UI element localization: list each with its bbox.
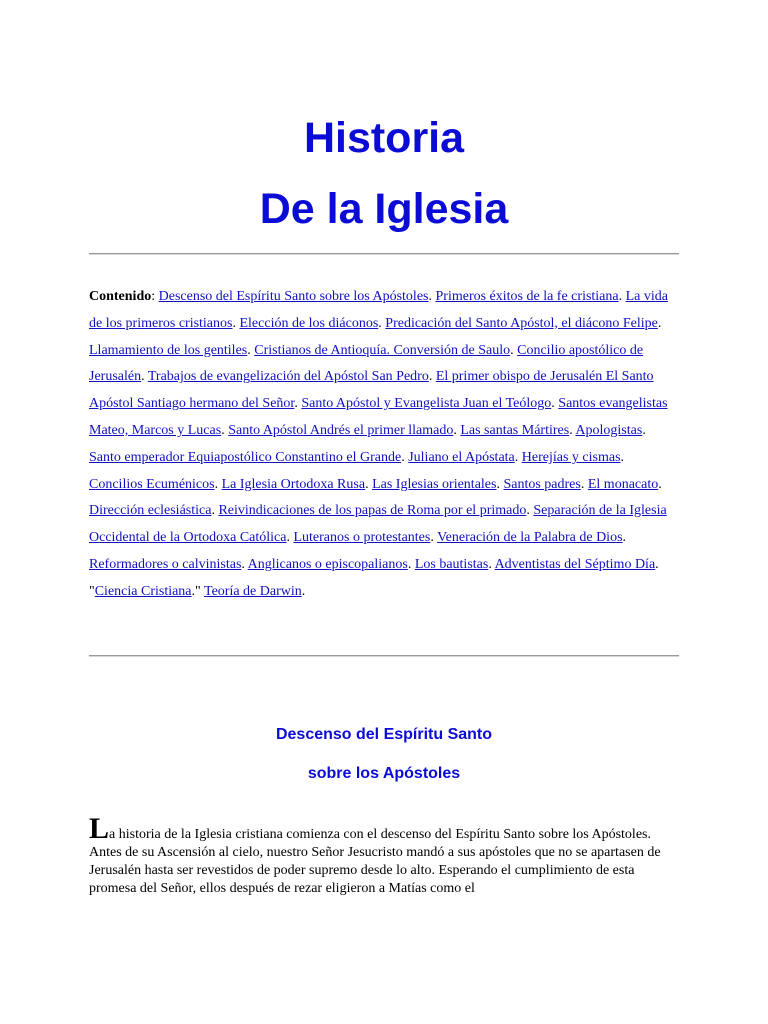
toc-link[interactable]: Primeros éxitos de la fe cristiana: [435, 289, 619, 304]
toc-link[interactable]: Luteranos o protestantes: [293, 530, 431, 546]
page-title-line-1: Historia: [303, 114, 465, 162]
toc-link[interactable]: Juliano el Apóstata: [408, 449, 515, 465]
toc-link[interactable]: Las santas Mártires: [460, 422, 570, 438]
toc-link[interactable]: Veneración de la Palabra de Dios: [437, 530, 623, 546]
toc-link[interactable]: Santo Apóstol y Evangelista Juan el Teólogo: [301, 396, 552, 412]
toc-link[interactable]: Santo emperador Equiapostólico Constantino el Grande: [89, 449, 402, 465]
section-paragraph: [89, 812, 684, 898]
toc-link[interactable]: Elección de los diáconos: [239, 315, 379, 331]
toc-link[interactable]: Concilio apostólico de Jerusalén: [89, 342, 644, 385]
table-of-contents: Contenido: Descenso del Espíritu Santo sobre los Apóstoles. Primeros éxitos de la fe cristiana. La vida de los primeros cristianos. Elección de los diáconos. Predicación del Santo Apóstol, el diácono Felipe. Llamamiento de los gentiles. Cristianos de Antioquía. Conversión de Saulo. Concilio apostólico de Jerusalén. Trabajos de evangelización del Apóstol San Pedro. El primer obispo de Jerusalén El Santo Apóstol Santiago hermano del Señor. Santo Apóstol y Evangelista Juan el Teólogo. Santos evangelistas Mateo, Marcos y Lucas. Santo Apóstol Andrés el primer llamado. Las santas Mártires. Apologistas. Santo emperador Equiapostólico Constantino el Grande. Juliano el Apóstata. Herejías y cismas. Concilios Ecuménicos. La Iglesia Ortodoxa Rusa. Las Iglesias orientales. Santos padres. El monacato. Dirección eclesiástica. Reivindicaciones de los papas de Roma por el primado. Separación de la Iglesia Occidental de la Ortodoxa Católica. Luteranos o protestantes. Veneración de la Palabra de Dios. Reformadores o calvinistas. Anglicanos o episcopalianos. Los bautistas. Adventistas del Séptimo Día. "Ciencia Cristiana." Teoría de Darwin.: [89, 289, 668, 599]
toc-link[interactable]: Cristianos de Antioquía. Conversión de Saulo: [254, 342, 511, 358]
divider-bottom: [89, 655, 679, 657]
toc-link[interactable]: La Iglesia Ortodoxa Rusa: [221, 476, 366, 492]
toc-link[interactable]: Reivindicaciones de los papas de Roma por el primado: [218, 503, 527, 519]
toc-link[interactable]: Apologistas: [575, 422, 643, 438]
paragraph-text: a historia de la Iglesia cristiana comienza con el descenso del Espíritu Santo sobre los Apóstoles. Antes de su Ascensión al cielo, nuestro Señor Jesucristo mandó a sus apóstoles que no se apartasen de Jerusalén hasta ser revestidos de poder supremo desde lo alto. Esperando el cumplimiento de esta promesa del Señor, ellos después de rezar eligieron a Matías como el: [89, 827, 661, 896]
toc-link[interactable]: Concilios Ecuménicos: [89, 476, 215, 492]
toc-link[interactable]: Santo Apóstol Andrés el primer llamado: [228, 422, 454, 438]
toc-link[interactable]: Los bautistas: [414, 556, 489, 572]
toc-link[interactable]: Reformadores o calvinistas: [89, 556, 242, 572]
toc-link[interactable]: Predicación del Santo Apóstol, el diácono Felipe: [385, 315, 658, 331]
toc-link[interactable]: Teoría de Darwin: [204, 583, 302, 599]
toc-link[interactable]: El primer obispo de Jerusalén El Santo Apóstol Santiago hermano del Señor: [89, 369, 654, 412]
drop-cap: L: [89, 812, 110, 845]
toc-label: Contenido: [89, 289, 152, 304]
toc-link[interactable]: Santos evangelistas Mateo, Marcos y Lucas: [89, 396, 668, 438]
toc-link[interactable]: Descenso del Espíritu Santo sobre los Apóstoles: [158, 289, 429, 304]
toc-link[interactable]: Ciencia Cristiana: [94, 583, 192, 599]
section-heading-line-2: sobre los Apóstoles: [307, 765, 461, 782]
toc-link[interactable]: Herejías y cismas: [521, 449, 621, 465]
toc-link[interactable]: Separación de la Iglesia Occidental de la Ortodoxa Católica: [89, 503, 667, 546]
toc-link[interactable]: Anglicanos o episcopalianos: [247, 556, 408, 572]
toc-link[interactable]: Dirección eclesiástica: [89, 503, 212, 519]
section-heading-line-1: Descenso del Espíritu Santo: [275, 726, 493, 743]
toc-link[interactable]: Adventistas del Séptimo Día: [494, 556, 656, 572]
toc-link[interactable]: Santos padres: [503, 476, 581, 492]
page-title-line-2: De la Iglesia: [259, 185, 509, 233]
toc-link[interactable]: Trabajos de evangelización del Apóstol San Pedro: [147, 369, 429, 385]
toc-link[interactable]: La vida de los primeros cristianos: [89, 289, 668, 331]
toc-link[interactable]: Las Iglesias orientales: [372, 476, 497, 492]
toc-link[interactable]: El monacato: [587, 476, 659, 492]
divider-top: [89, 253, 679, 255]
toc-link[interactable]: Llamamiento de los gentiles: [89, 342, 248, 358]
